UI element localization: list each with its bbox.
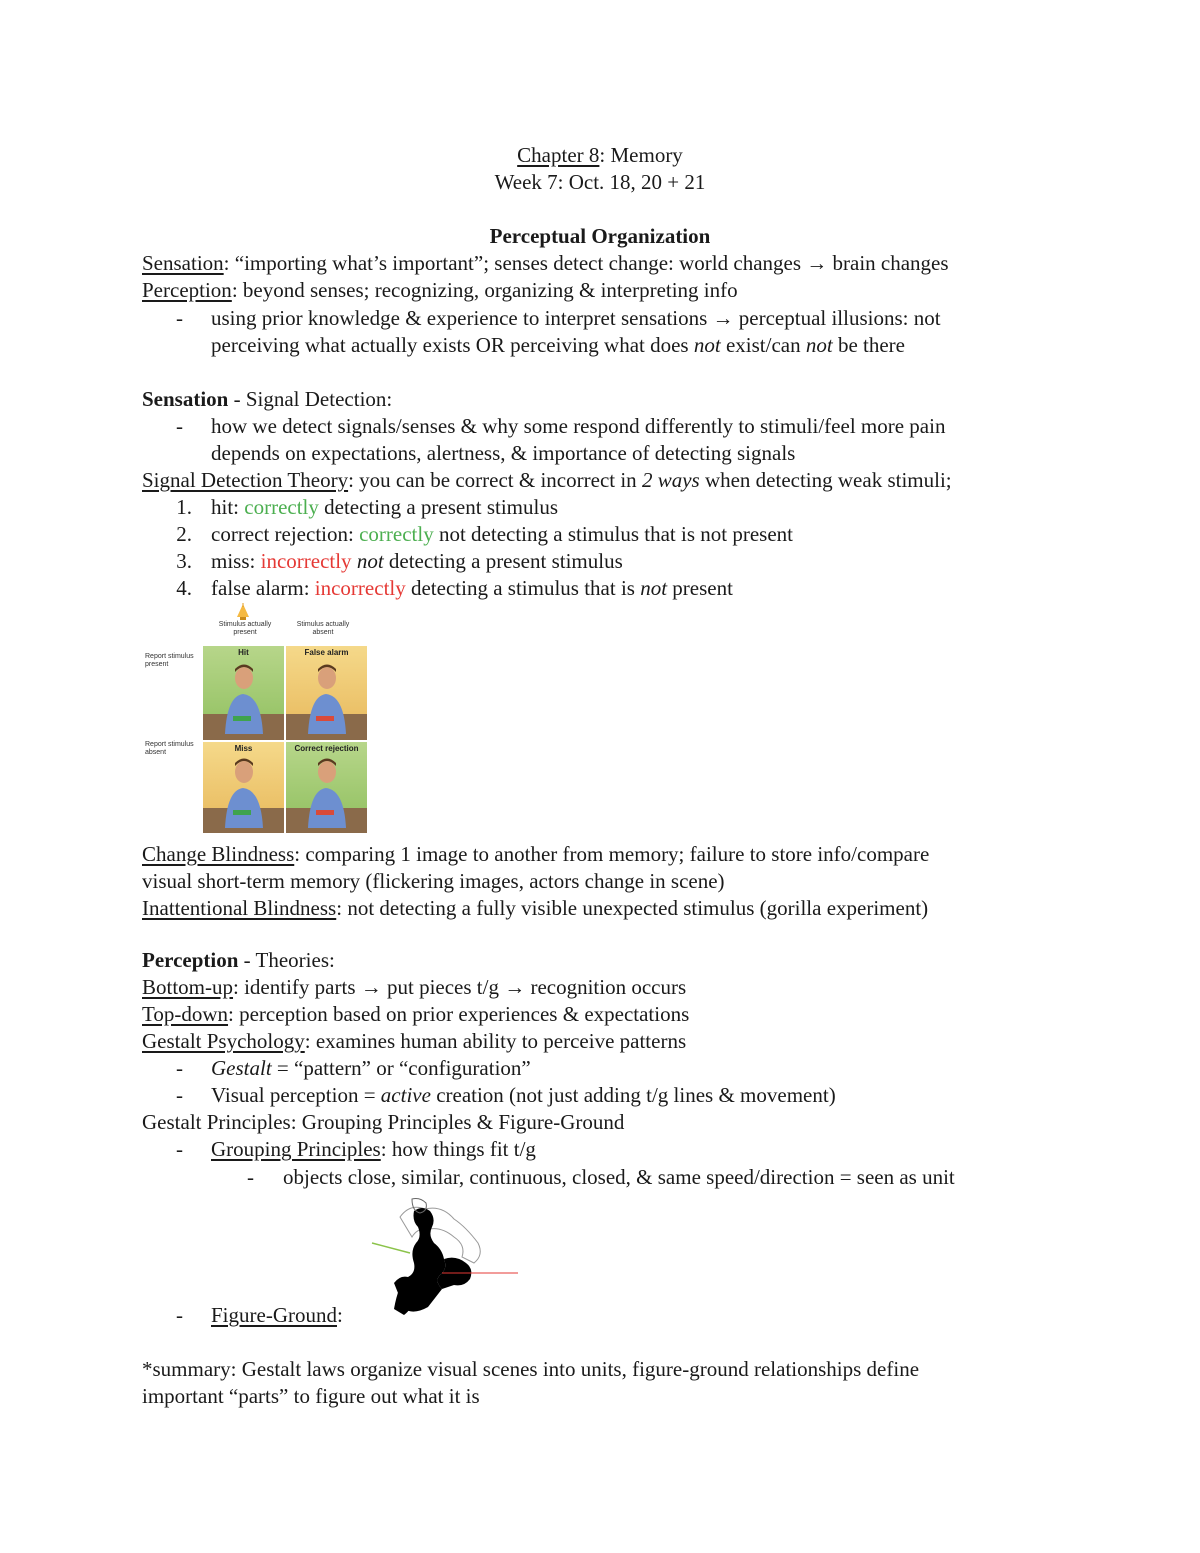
text: Visual perception =	[211, 1083, 381, 1107]
text: detecting a present stimulus	[383, 549, 623, 573]
text: detecting a present stimulus	[318, 495, 559, 519]
bullet-figure-ground	[211, 1302, 343, 1329]
chapter-title	[0, 142, 1200, 169]
inattentional-blindness-definition	[142, 895, 928, 922]
list-item-false-alarm	[211, 575, 733, 602]
bullet-detect-signals: how we detect signals/senses & why some respond differently to stimuli/feel more pain	[211, 414, 946, 438]
italic-not: not	[805, 333, 833, 357]
bullet-dash: -	[176, 306, 183, 330]
signal-detection-figure	[145, 603, 370, 833]
sdt-definition	[142, 467, 952, 494]
panel-hit	[203, 646, 284, 740]
figure-ground-illustration	[370, 1197, 520, 1322]
bottom-up-term: Bottom-up	[142, 975, 234, 999]
summary-line-1: *summary: Gestalt laws organize visual scenes into units, figure-ground relationships define	[142, 1357, 920, 1381]
text: : identify parts → put pieces t/g → recognition occurs	[233, 975, 687, 999]
text: : you can be correct & incorrect in	[348, 468, 642, 492]
text: : perception based on prior experiences & expectations	[228, 1002, 690, 1026]
bullet-dash: -	[176, 1303, 183, 1327]
top-down-definition	[142, 1001, 689, 1028]
sensation-def-text: : “importing what’s important”; senses detect change: world changes → brain changes	[223, 251, 949, 275]
perception-definition	[142, 277, 738, 304]
perception-term: Perception	[142, 278, 232, 302]
change-blindness-term: Change Blindness	[142, 842, 295, 866]
perception-def-text: : beyond senses; recognizing, organizing & interpreting info	[231, 278, 738, 302]
heading-rest: - Theories:	[238, 948, 335, 972]
list-number: 3.	[176, 549, 192, 573]
bullet-dash: -	[176, 1137, 183, 1161]
bullet-visual-perception	[211, 1082, 836, 1109]
gestalt-principles-line: Gestalt Principles: Grouping Principles & Figure-Ground	[142, 1110, 625, 1134]
text: perceiving what actually exists OR perceiving what does	[211, 333, 694, 357]
italic-active: active	[380, 1083, 431, 1107]
sensation-term: Sensation	[142, 251, 224, 275]
sdt-term: Signal Detection Theory	[142, 468, 349, 492]
italic-2-ways: 2 ways	[641, 468, 700, 492]
text: : not detecting a fully visible unexpected stimulus (gorilla experiment)	[336, 896, 929, 920]
section-heading-sensation	[142, 386, 392, 413]
person-illustration	[203, 742, 284, 833]
panel-title: Miss	[234, 744, 253, 753]
week-line: Week 7: Oct. 18, 20 + 21	[494, 170, 706, 194]
sub-bullet-grouping: objects close, similar, continuous, closed, & same speed/direction = seen as unit	[283, 1165, 955, 1189]
change-blindness-definition	[142, 841, 929, 868]
light-bulb-icon	[235, 603, 251, 621]
green-word: correctly	[359, 522, 434, 546]
text: : how things fit t/g	[380, 1137, 536, 1161]
bottom-up-definition	[142, 974, 686, 1001]
gestalt-psychology-definition	[142, 1028, 686, 1055]
sensation-definition	[142, 250, 949, 277]
panel-miss	[203, 742, 284, 833]
row-label-present: Report stimulus present	[145, 653, 194, 668]
text: when detecting weak stimuli;	[699, 468, 952, 492]
bullet-detect-signals-cont: depends on expectations, alertness, & importance of detecting signals	[211, 441, 796, 465]
heading-bold: Sensation	[142, 387, 229, 411]
text: :	[336, 1303, 343, 1327]
green-word: correctly	[244, 495, 319, 519]
panel-title: Hit	[238, 648, 249, 657]
panel-title: Correct rejection	[294, 744, 359, 753]
bullet-prior-knowledge: using prior knowledge & experience to interpret sensations → perceptual illusions: not	[211, 306, 941, 330]
panel-false-alarm	[286, 646, 367, 740]
text: present	[667, 576, 733, 600]
summary-line-2: important “parts” to figure out what it is	[142, 1384, 480, 1408]
red-word: incorrectly	[260, 549, 352, 573]
bullet-gestalt-meaning	[211, 1055, 531, 1082]
sub-bullet-dash: -	[247, 1165, 254, 1189]
italic-not: not	[640, 576, 668, 600]
list-item-hit	[211, 494, 558, 521]
top-down-term: Top-down	[142, 1002, 229, 1026]
figure-ground-term: Figure-Ground	[211, 1303, 337, 1327]
col-label-present: Stimulus actually present	[218, 621, 272, 636]
person-illustration	[286, 646, 367, 740]
bullet-dash: -	[176, 414, 183, 438]
list-number: 4.	[176, 576, 192, 600]
chapter-label: Chapter 8	[517, 143, 600, 167]
italic-gestalt: Gestalt	[211, 1056, 272, 1080]
panel-correct-rejection	[286, 742, 367, 833]
bullet-prior-knowledge-cont	[211, 332, 905, 359]
section-heading-perceptual-organization: Perceptual Organization	[489, 224, 711, 248]
inattentional-term: Inattentional Blindness	[142, 896, 337, 920]
list-number: 1.	[176, 495, 192, 519]
bullet-dash: -	[176, 1056, 183, 1080]
text: hit:	[211, 495, 245, 519]
gestalt-psychology-term: Gestalt Psychology	[142, 1029, 305, 1053]
text: : examines human ability to perceive patterns	[304, 1029, 687, 1053]
row-label-absent: Report stimulus absent	[145, 741, 194, 756]
person-illustration	[286, 742, 367, 833]
text: detecting a stimulus that is	[405, 576, 641, 600]
text: correct rejection:	[211, 522, 360, 546]
text: miss:	[211, 549, 261, 573]
chapter-rest: : Memory	[599, 143, 683, 167]
italic-not: not	[356, 549, 384, 573]
text: be there	[832, 333, 905, 357]
italic-not: not	[693, 333, 721, 357]
list-item-miss	[211, 548, 623, 575]
change-blindness-cont: visual short-term memory (flickering images, actors change in scene)	[142, 869, 725, 893]
text: : comparing 1 image to another from memory; failure to store info/compare	[294, 842, 930, 866]
list-item-correct-rejection	[211, 521, 793, 548]
text: creation (not just adding t/g lines & movement)	[430, 1083, 836, 1107]
list-number: 2.	[176, 522, 192, 546]
heading-bold: Perception	[142, 948, 239, 972]
text: not detecting a stimulus that is not present	[433, 522, 793, 546]
grouping-term: Grouping Principles	[211, 1137, 381, 1161]
text: false alarm:	[211, 576, 315, 600]
bullet-grouping-principles	[211, 1136, 536, 1163]
person-illustration	[203, 646, 284, 740]
col-label-absent: Stimulus actually absent	[296, 621, 350, 636]
red-word: incorrectly	[314, 576, 406, 600]
text: exist/can	[720, 333, 806, 357]
heading-rest: - Signal Detection:	[228, 387, 393, 411]
bullet-dash: -	[176, 1083, 183, 1107]
text: = “pattern” or “configuration”	[271, 1056, 531, 1080]
panel-title: False alarm	[304, 648, 349, 657]
section-heading-perception	[142, 947, 335, 974]
